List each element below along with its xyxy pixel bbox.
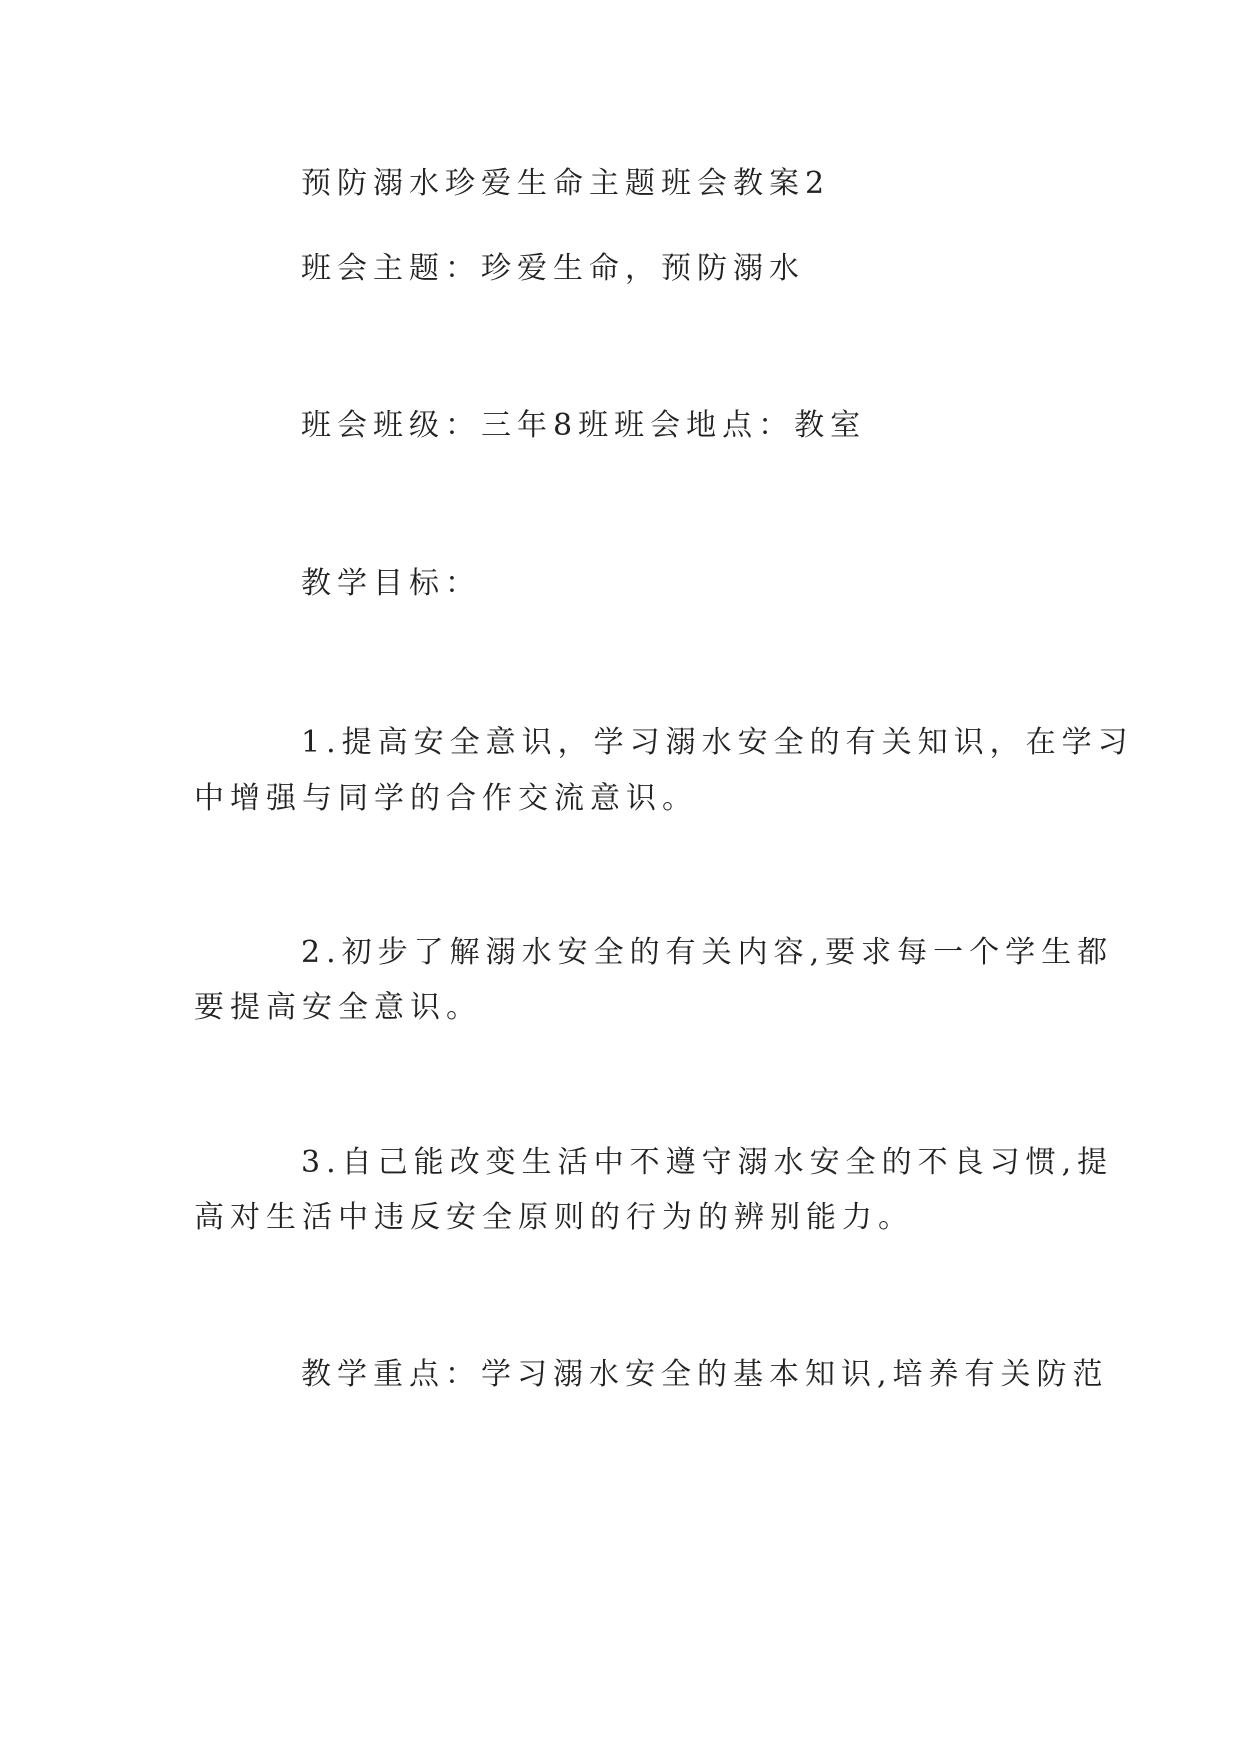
objective-2-line-2: 要提高安全意识。 (194, 990, 482, 1025)
objectives-heading: 教学目标： (301, 566, 481, 601)
class-theme: 班会主题：珍爱生命，预防溺水 (301, 251, 805, 286)
objective-1-line-1: 1.提高安全意识，学习溺水安全的有关知识，在学习 (301, 725, 1134, 760)
document-title: 预防溺水珍爱生命主题班会教案2 (301, 166, 831, 201)
objective-2-line-1: 2.初步了解溺水安全的有关内容,要求每一个学生都 (301, 935, 1114, 970)
key-points: 教学重点：学习溺水安全的基本知识,培养有关防范 (301, 1357, 1109, 1392)
objective-3-line-2: 高对生活中违反安全原则的行为的辨别能力。 (194, 1200, 914, 1235)
class-and-location: 班会班级：三年8班班会地点：教室 (301, 408, 867, 443)
objective-1-line-2: 中增强与同学的合作交流意识。 (194, 781, 698, 816)
objective-3-line-1: 3.自己能改变生活中不遵守溺水安全的不良习惯,提 (301, 1145, 1114, 1180)
